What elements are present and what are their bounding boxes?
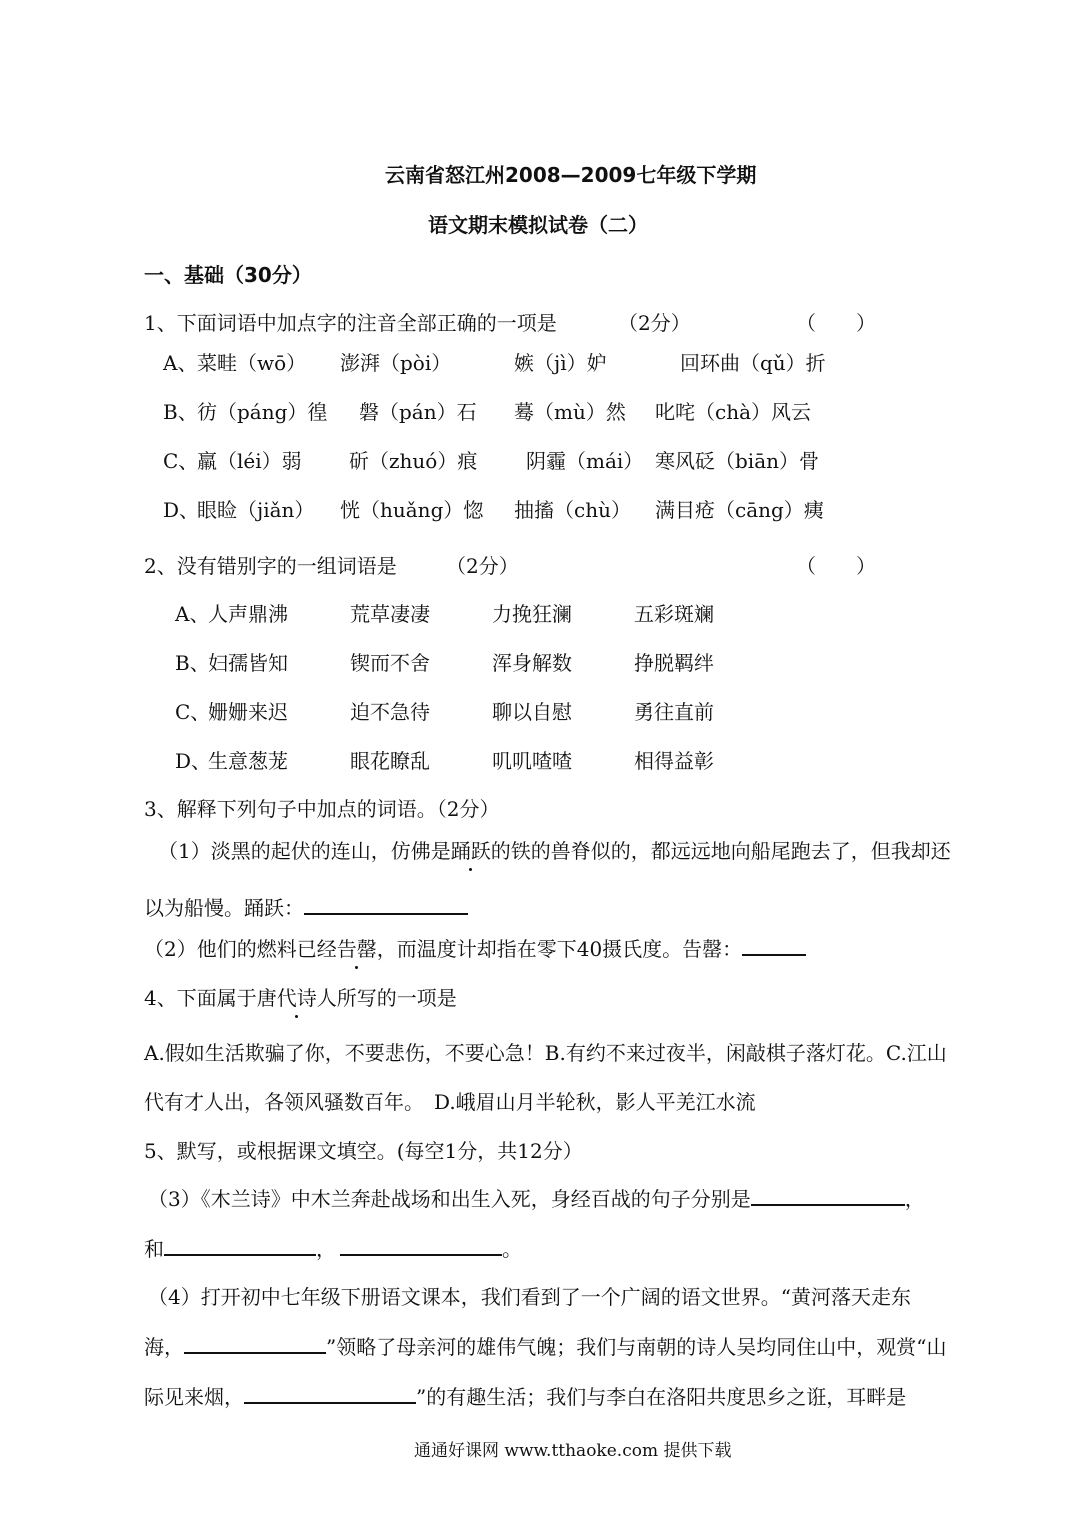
q1-option-label: C、	[163, 449, 199, 473]
q2-prompt: 2、没有错别字的一组词语是	[144, 554, 397, 578]
q5-prompt: 5、默写，或根据课文填空。(每空1分，共12分）	[144, 1139, 583, 1163]
q5-item-4-text-c: 际见来烟，	[144, 1385, 244, 1409]
exam-title-line2: 语文期末模拟试卷（二）	[428, 213, 648, 237]
q3-s1-text-c: 以为船慢。踊跃：	[144, 896, 304, 920]
q5-he: 和	[144, 1237, 164, 1261]
q5-answer-blank-1[interactable]	[751, 1186, 905, 1206]
q1-option-label: A、	[163, 351, 198, 375]
q4-options-line-1: A.假如生活欺骗了你，不要悲伤，不要心急！B.有约不来过夜半，闲敲棋子落灯花。C.江山	[144, 1041, 947, 1065]
q2-option-item: 人声鼎沸	[208, 602, 288, 626]
q1-answer-bracket: （ ）	[796, 311, 876, 335]
q1-option-item: 叱咤（chà）风云	[655, 400, 812, 424]
q3-s1-dotted-word: 踊跃	[450, 839, 491, 863]
q3-prompt: 3、解释下列句子中加点的词语。（2分）	[144, 797, 500, 821]
q1-option-item: 菜畦（wō）	[197, 351, 307, 375]
q2-score: （2分）	[446, 554, 519, 578]
q3-answer-blank-2[interactable]	[742, 936, 806, 956]
q1-option-item: 满目疮（cāng）痍	[655, 498, 824, 522]
q2-option-item: 聊以自慰	[492, 700, 572, 724]
q4-prompt	[144, 985, 457, 1011]
q2-option-item: 挣脱羁绊	[634, 651, 714, 675]
q2-option-item: 妇孺皆知	[208, 651, 288, 675]
q2-option-label: C、	[175, 700, 211, 724]
q4-prompt-b: 所写的一项是	[336, 986, 457, 1010]
q2-option-item: 荒草凄凄	[350, 602, 430, 626]
q1-option-item: 阴霾（mái）	[526, 449, 644, 473]
q3-answer-blank-1[interactable]	[304, 895, 468, 915]
footer-credit: 通通好课网 www.tthaoke.com 提供下载	[414, 1441, 732, 1461]
q1-option-item: 眼睑（jiǎn）	[197, 498, 315, 522]
q5-item-4-text-a: 海，	[144, 1335, 184, 1359]
q3-sentence-2	[144, 936, 806, 962]
q4-prompt-a: 4、下面属于	[144, 986, 257, 1010]
q1-prompt: 1、下面词语中加点字的注音全部正确的一项是	[144, 311, 557, 335]
q5-comma-2: ，	[316, 1237, 336, 1261]
q2-option-item: 生意葱茏	[208, 749, 288, 773]
q5-item-4-line-1: （4）打开初中七年级下册语文课本，我们看到了一个广阔的语文世界。“黄河落天走东	[148, 1285, 911, 1309]
q1-score: （2分）	[618, 311, 691, 335]
q2-option-label: D、	[175, 749, 212, 773]
q3-s2-text-b: ，而温度计却指在零下40摄氏度。告罄：	[376, 937, 743, 961]
q2-option-item: 五彩斑斓	[634, 602, 714, 626]
q1-option-item: 回环曲（qǔ）折	[680, 351, 826, 375]
q1-option-label: B、	[163, 400, 198, 424]
q2-option-item: 叽叽喳喳	[492, 749, 572, 773]
q2-option-label: B、	[175, 651, 210, 675]
q1-option-item: 恍（huǎng）惚	[340, 498, 484, 522]
q1-option-item: 嫉（jì）妒	[514, 351, 607, 375]
q1-option-item: 寒风砭（biān）骨	[655, 449, 820, 473]
q3-s1-text-a: （1）淡黑的起伏的连山，仿佛是	[158, 839, 451, 863]
q2-option-label: A、	[175, 602, 210, 626]
exam-title-line1: 云南省怒江州2008—2009七年级下学期	[385, 163, 757, 187]
q1-option-item: 磐（pán）石	[359, 400, 477, 424]
q2-option-item: 姗姗来迟	[208, 700, 288, 724]
q5-item-3-cont	[144, 1236, 522, 1262]
q5-item-4-text-b: ”领略了母亲河的雄伟气魄；我们与南朝的诗人吴均同住山中，观赏“山	[326, 1335, 947, 1359]
q3-sentence-1-cont	[144, 895, 468, 921]
q3-sentence-1	[158, 838, 951, 864]
q5-item-3-text: （3）《木兰诗》中木兰奔赴战场和出生入死，身经百战的句子分别是	[148, 1187, 751, 1211]
q5-item-4-line-2	[144, 1334, 946, 1360]
q5-item-4-text-d: ”的有趣生活；我们与李白在洛阳共度思乡之诳，耳畔是	[416, 1385, 907, 1409]
q2-answer-bracket: （ ）	[796, 554, 876, 578]
q4-options-line-2: 代有才人出，各领风骚数百年。 D.峨眉山月半轮秋，影人平羌江水流	[144, 1090, 756, 1114]
q2-option-item: 相得益彰	[634, 749, 714, 773]
q1-option-item: 澎湃（pòi）	[340, 351, 452, 375]
q5-answer-blank-2[interactable]	[164, 1236, 316, 1256]
q1-option-item: 蓦（mù）然	[514, 400, 626, 424]
q4-dotted-word: 唐代诗人	[256, 986, 337, 1010]
q2-option-item: 迫不急待	[350, 700, 430, 724]
q5-answer-blank-5[interactable]	[244, 1384, 416, 1404]
q5-item-3	[148, 1186, 925, 1212]
q1-option-item: 斫（zhuó）痕	[349, 449, 478, 473]
q1-option-item: 抽搐（chù）	[514, 498, 631, 522]
q5-item-4-line-3	[144, 1384, 906, 1410]
q2-option-item: 勇往直前	[634, 700, 714, 724]
q2-option-item: 锲而不舍	[350, 651, 430, 675]
q5-answer-blank-4[interactable]	[184, 1334, 326, 1354]
q1-option-item: 羸（léi）弱	[197, 449, 302, 473]
q2-option-item: 眼花瞭乱	[350, 749, 430, 773]
q3-s2-dotted-word: 告罄	[336, 937, 377, 961]
q3-s2-text-a: （2）他们的燃料已经	[144, 937, 337, 961]
q5-period: 。	[502, 1237, 522, 1261]
q2-option-item: 力挽狂澜	[492, 602, 572, 626]
q5-comma: ，	[904, 1187, 925, 1211]
q1-option-label: D、	[163, 498, 200, 522]
section-heading: 一、基础（30分）	[144, 263, 312, 287]
q2-option-item: 浑身解数	[492, 651, 572, 675]
q1-option-item: 彷（páng）徨	[197, 400, 328, 424]
q3-s1-text-b: 的铁的兽脊似的，都远远地向船尾跑去了，但我却还	[490, 839, 951, 863]
q5-answer-blank-3[interactable]	[340, 1236, 502, 1256]
